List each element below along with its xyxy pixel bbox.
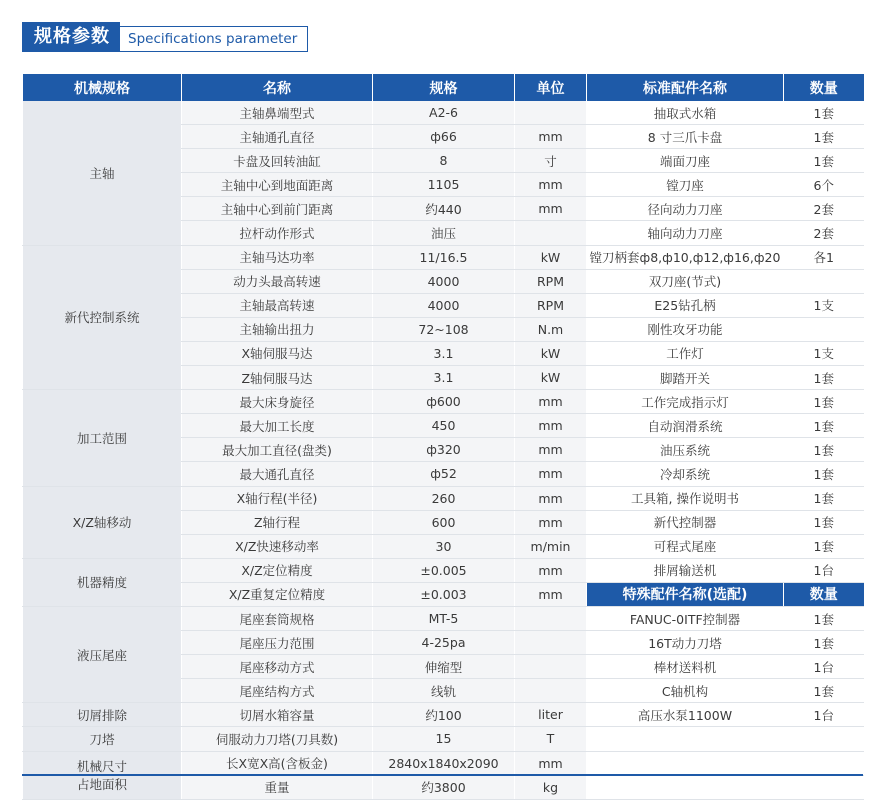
spec-value-cell: 3.1 [373,366,515,390]
header-spec: 规格 [373,74,515,101]
standard-accessory-qty: 2套 [784,197,864,221]
spec-unit-cell: mm [515,462,587,486]
standard-accessory-name: 排屑输送机 [587,558,784,582]
spec-name-cell: 最大床身旋径 [182,390,373,414]
spec-value-cell: 约440 [373,197,515,221]
standard-accessory-qty: 1套 [784,414,864,438]
spec-unit-cell: m/min [515,534,587,558]
standard-accessory-name: 双刀座(节式) [587,269,784,293]
spec-value-cell: 线轨 [373,679,515,703]
spec-name-cell: 最大通孔直径 [182,462,373,486]
spec-name-cell: 最大加工直径(盘类) [182,438,373,462]
spec-name-cell: 尾座结构方式 [182,679,373,703]
standard-accessory-qty: 1套 [784,390,864,414]
spec-unit-cell: T [515,727,587,751]
spec-name-cell: 主轴中心到前门距离 [182,197,373,221]
table-row [23,606,864,630]
section-title-en: Specifications parameter [120,26,308,52]
spec-unit-cell [515,655,587,679]
spec-unit-cell [515,221,587,245]
standard-accessory-qty: 1套 [784,366,864,390]
standard-accessory-name: 油压系统 [587,438,784,462]
spec-value-cell: ±0.005 [373,558,515,582]
standard-accessory-name: 抽取式水箱 [587,101,784,125]
spec-unit-cell: mm [515,582,587,606]
spec-name-cell: X/Z重复定位精度 [182,582,373,606]
spec-name-cell: 尾座移动方式 [182,655,373,679]
spec-name-cell: 主轴鼻端型式 [182,101,373,125]
standard-accessory-name: 端面刀座 [587,149,784,173]
standard-accessory-name: 8 寸三爪卡盘 [587,125,784,149]
spec-value-cell: A2-6 [373,101,515,125]
spec-unit-cell [515,679,587,703]
spec-name-cell: 切屑水箱容量 [182,703,373,727]
standard-accessory-qty: 1支 [784,341,864,365]
spec-unit-cell [515,631,587,655]
spec-unit-cell: kW [515,366,587,390]
spec-name-cell: 尾座套筒规格 [182,606,373,630]
spec-value-cell: MT-5 [373,606,515,630]
spec-name-cell: 卡盘及回转油缸 [182,149,373,173]
standard-accessory-qty: 1套 [784,125,864,149]
standard-accessory-qty [784,269,864,293]
spec-unit-cell: mm [515,510,587,534]
standard-accessory-name: 新代控制器 [587,510,784,534]
spec-unit-cell: mm [515,438,587,462]
spec-unit-cell: mm [515,751,587,775]
table-row [23,727,864,751]
spec-group-label: X/Z轴移动 [23,486,182,558]
standard-accessory-qty: 1套 [784,101,864,125]
spec-unit-cell: kW [515,245,587,269]
section-title [22,22,308,52]
special-accessory-qty [784,727,864,751]
spec-value-cell: 4000 [373,269,515,293]
spec-value-cell: ф600 [373,390,515,414]
standard-accessory-qty: 1台 [784,558,864,582]
spec-value-cell: 3.1 [373,341,515,365]
spec-value-cell: ф66 [373,125,515,149]
spec-group-label: 主轴 [23,101,182,245]
header-spec-group: 机械规格 [23,74,182,101]
spec-name-cell: X/Z定位精度 [182,558,373,582]
table-row [23,245,864,269]
spec-group-label: 新代控制系统 [23,245,182,390]
spec-name-cell: 最大加工长度 [182,414,373,438]
special-accessory-header-qty: 数量 [784,582,864,606]
standard-accessory-name: 轴向动力刀座 [587,221,784,245]
standard-accessory-name: 镗刀座 [587,173,784,197]
spec-name-cell: 主轴最高转速 [182,293,373,317]
table-row [23,101,864,125]
standard-accessory-name: 工作完成指示灯 [587,390,784,414]
special-accessory-name [587,775,784,799]
spec-unit-cell [515,101,587,125]
spec-group-label: 机器精度 [23,558,182,606]
standard-accessory-qty: 1套 [784,534,864,558]
spec-name-cell: X轴行程(半径) [182,486,373,510]
special-accessory-name: C轴机构 [587,679,784,703]
bottom-rule [22,774,863,776]
spec-unit-cell: mm [515,486,587,510]
special-accessory-qty [784,751,864,775]
special-accessory-qty: 1套 [784,606,864,630]
spec-value-cell: 2840x1840x2090 [373,751,515,775]
spec-value-cell: 11/16.5 [373,245,515,269]
standard-accessory-qty: 1套 [784,510,864,534]
header-name: 名称 [182,74,373,101]
spec-value-cell: 油压 [373,221,515,245]
spec-value-cell: 72~108 [373,317,515,341]
spec-value-cell: 260 [373,486,515,510]
table-row [23,751,864,775]
spec-value-cell: 1105 [373,173,515,197]
special-accessory-name [587,751,784,775]
table-header-row [23,74,864,101]
standard-accessory-qty: 1套 [784,149,864,173]
spec-value-cell: 约3800 [373,775,515,799]
standard-accessory-qty: 1套 [784,462,864,486]
standard-accessory-qty: 6个 [784,173,864,197]
section-title-cn: 规格参数 [22,22,120,52]
standard-accessory-qty: 各1 [784,245,864,269]
standard-accessory-qty: 2套 [784,221,864,245]
spec-unit-cell: RPM [515,269,587,293]
standard-accessory-name: 刚性攻牙功能 [587,317,784,341]
table-row [23,390,864,414]
spec-unit-cell: mm [515,125,587,149]
standard-accessory-name: 工作灯 [587,341,784,365]
table-row [23,703,864,727]
spec-name-cell: 尾座压力范围 [182,631,373,655]
spec-name-cell: 长X宽X高(含板金) [182,751,373,775]
spec-unit-cell: mm [515,390,587,414]
spec-value-cell: 600 [373,510,515,534]
spec-name-cell: 主轴通孔直径 [182,125,373,149]
standard-accessory-name: 径向动力刀座 [587,197,784,221]
spec-value-cell: ф320 [373,438,515,462]
header-accessory-name: 标准配件名称 [587,74,784,101]
spec-value-cell: 15 [373,727,515,751]
spec-group-label: 刀塔 [23,727,182,751]
spec-name-cell: 主轴马达功率 [182,245,373,269]
standard-accessory-name: 自动润滑系统 [587,414,784,438]
spec-name-cell: 动力头最高转速 [182,269,373,293]
header-accessory-qty: 数量 [784,74,864,101]
spec-unit-cell [515,606,587,630]
spec-unit-cell: mm [515,558,587,582]
standard-accessory-qty: 1套 [784,486,864,510]
standard-accessory-name: 可程式尾座 [587,534,784,558]
special-accessory-name: 高压水泵1100W [587,703,784,727]
spec-name-cell: 重量 [182,775,373,799]
special-accessory-qty [784,775,864,799]
spec-name-cell: Z轴行程 [182,510,373,534]
special-accessory-name [587,727,784,751]
standard-accessory-name: 冷却系统 [587,462,784,486]
spec-name-cell: Z轴伺服马达 [182,366,373,390]
spec-unit-cell: kg [515,775,587,799]
spec-group-label: 切屑排除 [23,703,182,727]
spec-name-cell: 主轴中心到地面距离 [182,173,373,197]
table-row [23,558,864,582]
spec-value-cell: 450 [373,414,515,438]
spec-name-cell: 伺服动力刀塔(刀具数) [182,727,373,751]
spec-value-cell: 30 [373,534,515,558]
standard-accessory-qty: 1支 [784,293,864,317]
spec-unit-cell: N.m [515,317,587,341]
spec-unit-cell: RPM [515,293,587,317]
standard-accessory-name: 工具箱, 操作说明书 [587,486,784,510]
spec-name-cell: X轴伺服马达 [182,341,373,365]
standard-accessory-name: 镗刀柄套ф8,ф10,ф12,ф16,ф20 [587,245,784,269]
spec-unit-cell: 寸 [515,149,587,173]
spec-value-cell: ±0.003 [373,582,515,606]
spec-group-label: 加工范围 [23,390,182,486]
specifications-table [22,74,864,800]
spec-value-cell: 4-25pa [373,631,515,655]
special-accessory-header-name: 特殊配件名称(选配) [587,582,784,606]
special-accessory-name: 棒材送料机 [587,655,784,679]
spec-group-label: 机械尺寸 占地面积 [23,751,182,799]
special-accessory-qty: 1套 [784,631,864,655]
special-accessory-qty: 1套 [784,679,864,703]
table-row [23,486,864,510]
spec-unit-cell: mm [515,173,587,197]
standard-accessory-qty [784,317,864,341]
spec-value-cell: 4000 [373,293,515,317]
spec-group-label: 液压尾座 [23,606,182,702]
standard-accessory-name: E25钻孔柄 [587,293,784,317]
spec-name-cell: 拉杆动作形式 [182,221,373,245]
spec-value-cell: 约100 [373,703,515,727]
special-accessory-name: FANUC-0ITF控制器 [587,606,784,630]
spec-unit-cell: mm [515,197,587,221]
standard-accessory-name: 脚踏开关 [587,366,784,390]
spec-unit-cell: liter [515,703,587,727]
spec-value-cell: 伸缩型 [373,655,515,679]
spec-value-cell: ф52 [373,462,515,486]
spec-name-cell: X/Z快速移动率 [182,534,373,558]
special-accessory-qty: 1台 [784,655,864,679]
spec-unit-cell: kW [515,341,587,365]
special-accessory-name: 16T动力刀塔 [587,631,784,655]
spec-unit-cell: mm [515,414,587,438]
special-accessory-qty: 1台 [784,703,864,727]
spec-value-cell: 8 [373,149,515,173]
spec-name-cell: 主轴输出扭力 [182,317,373,341]
table-body [23,101,864,799]
standard-accessory-qty: 1套 [784,438,864,462]
header-unit: 单位 [515,74,587,101]
